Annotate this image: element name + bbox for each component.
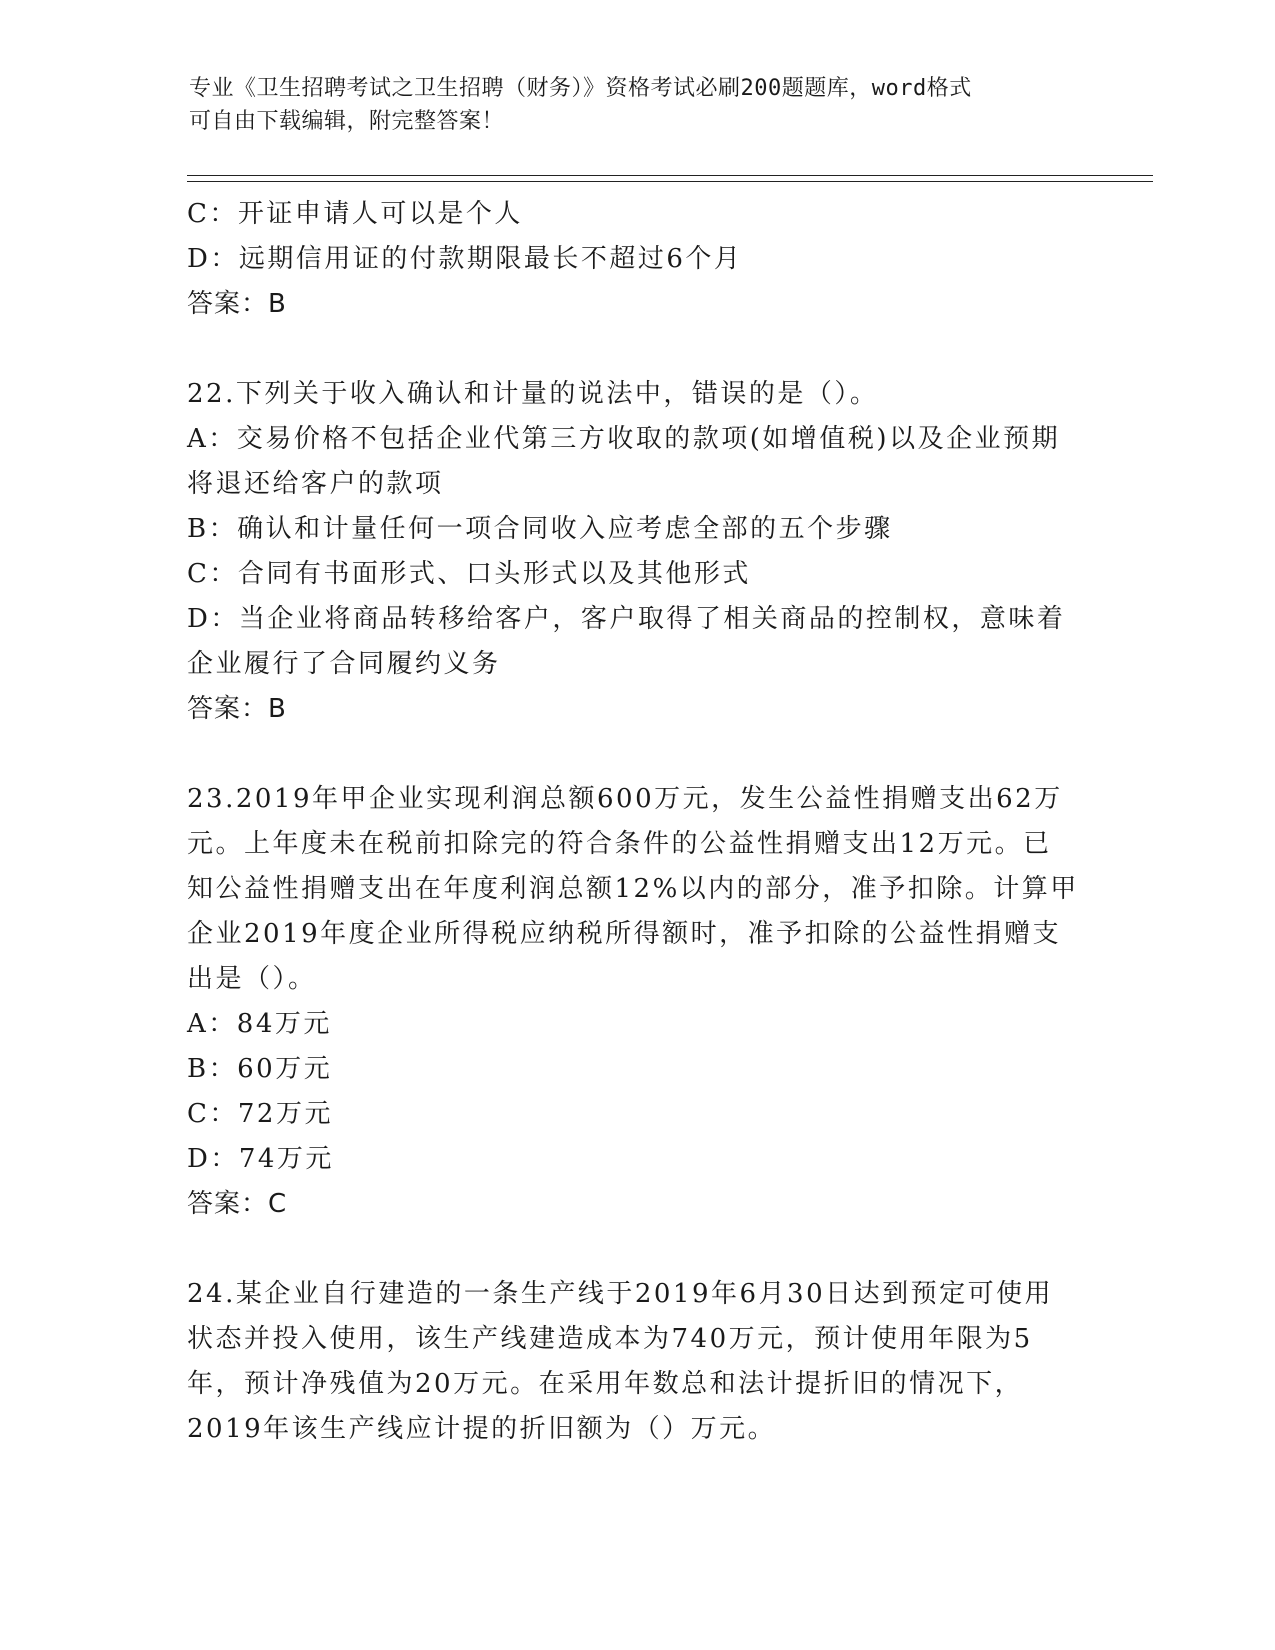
question-stem-continued: 知公益性捐赠支出在年度利润总额12%以内的部分，准予扣除。计算甲 xyxy=(187,874,1079,904)
option-c: C：开证申请人可以是个人 xyxy=(187,199,523,229)
option-b: B：确认和计量任何一项合同收入应考虑全部的五个步骤 xyxy=(187,514,893,544)
option-d: D：74万元 xyxy=(187,1144,334,1174)
header-line-1: 专业《卫生招聘考试之卫生招聘（财务）》资格考试必刷200题题库，word格式 xyxy=(189,76,972,101)
spacer xyxy=(187,732,1077,777)
option-a: A：交易价格不包括企业代第三方收取的款项(如增值税)以及企业预期 xyxy=(187,424,1061,454)
question-23 xyxy=(187,777,1077,1227)
option-d-continued: 企业履行了合同履约义务 xyxy=(187,649,501,679)
question-22 xyxy=(187,372,1077,732)
option-d: D：远期信用证的付款期限最长不超过6个月 xyxy=(187,244,743,274)
option-a: A：84万元 xyxy=(187,1009,332,1039)
question-stem-continued: 出是（）。 xyxy=(187,964,317,994)
question-24 xyxy=(187,1272,1077,1452)
header-divider-bottom xyxy=(187,181,1153,182)
previous-question-tail xyxy=(187,192,1077,327)
question-content xyxy=(187,192,1077,1452)
question-stem: 23.2019年甲企业实现利润总额600万元，发生公益性捐赠支出62万 xyxy=(187,784,1063,814)
answer-line: 答案：C xyxy=(187,1189,288,1219)
option-b: B：60万元 xyxy=(187,1054,333,1084)
spacer xyxy=(187,327,1077,372)
answer-line: 答案：B xyxy=(187,694,287,724)
spacer xyxy=(187,1227,1077,1272)
header-line-2: 可自由下载编辑，附完整答案！ xyxy=(189,109,505,134)
answer-line: 答案：B xyxy=(187,289,287,319)
question-stem-continued: 元。上年度未在税前扣除完的符合条件的公益性捐赠支出12万元。已 xyxy=(187,829,1052,859)
question-stem: 22.下列关于收入确认和计量的说法中，错误的是（）。 xyxy=(187,379,879,409)
option-d: D：当企业将商品转移给客户，客户取得了相关商品的控制权，意味着 xyxy=(187,604,1066,634)
option-c: C：72万元 xyxy=(187,1099,333,1129)
option-c: C：合同有书面形式、口头形式以及其他形式 xyxy=(187,559,751,589)
header-divider-top xyxy=(187,175,1153,176)
question-stem-continued: 2019年该生产线应计提的折旧额为（）万元。 xyxy=(187,1414,777,1444)
document-header xyxy=(189,72,1069,138)
question-stem-continued: 状态并投入使用，该生产线建造成本为740万元，预计使用年限为5 xyxy=(187,1324,1033,1354)
question-stem-continued: 年，预计净残值为20万元。在采用年数总和法计提折旧的情况下， xyxy=(187,1369,1024,1399)
option-a-continued: 将退还给客户的款项 xyxy=(187,469,444,499)
question-stem: 24.某企业自行建造的一条生产线于2019年6月30日达到预定可使用 xyxy=(187,1279,1054,1309)
question-stem-continued: 企业2019年度企业所得税应纳税所得额时，准予扣除的公益性捐赠支 xyxy=(187,919,1062,949)
